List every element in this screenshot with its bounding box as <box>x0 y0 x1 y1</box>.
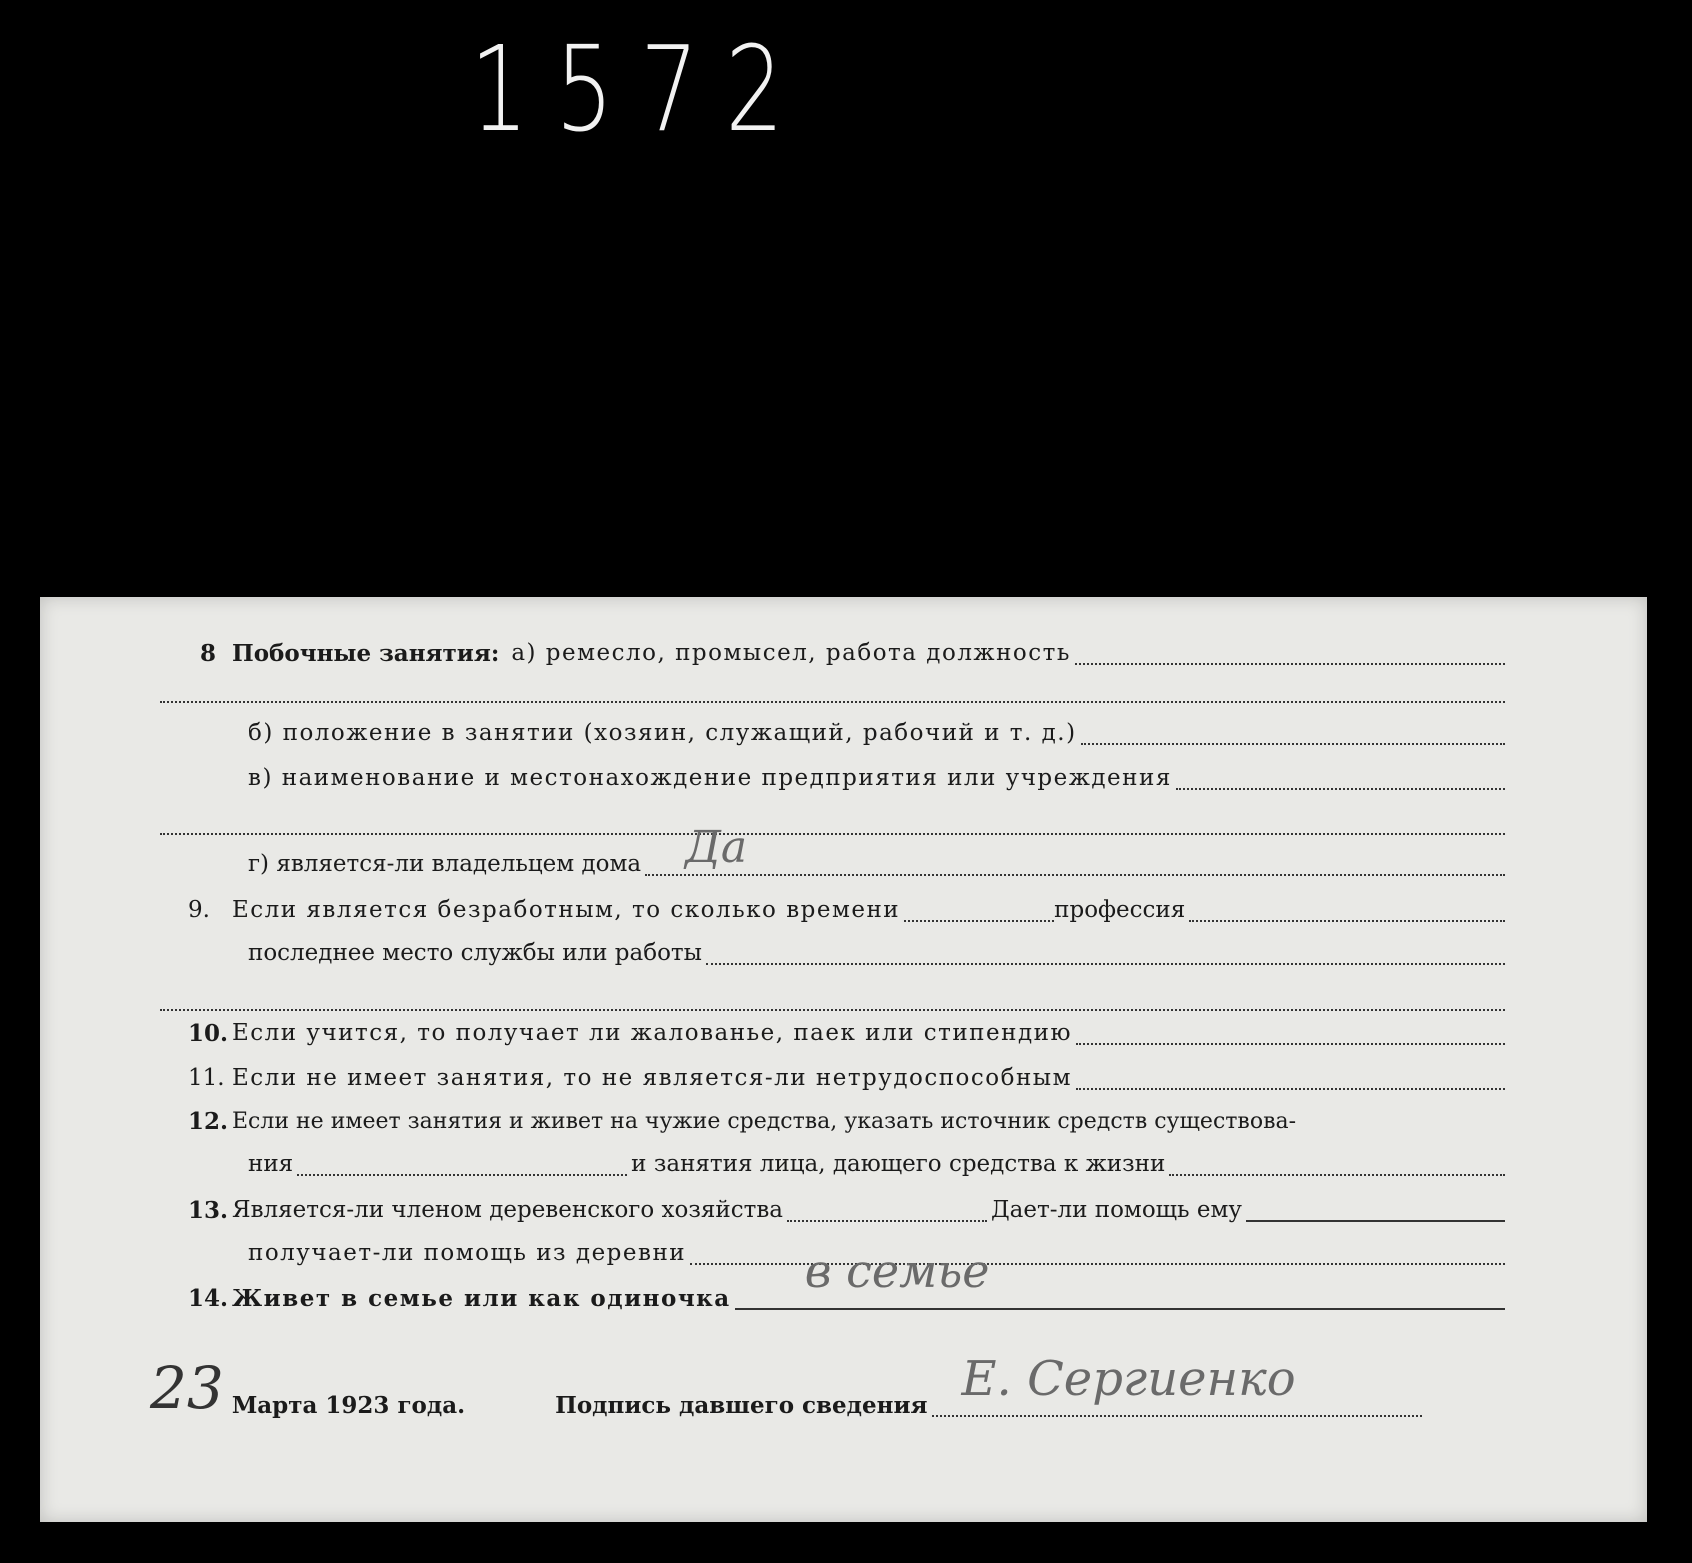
questionnaire-card <box>40 597 1647 1522</box>
q8-row <box>200 642 1505 665</box>
q9-label: Если является безработным, то сколько времени <box>232 897 901 923</box>
q8v-field[interactable] <box>1176 770 1505 790</box>
signature-handwritten: Е. Сергиенко <box>961 1351 1296 1407</box>
q10-label: Если учится, то получает ли жалованье, паек или стипендию <box>232 1020 1072 1046</box>
q13-member-field[interactable] <box>787 1202 987 1222</box>
q8b-field[interactable] <box>1081 725 1505 745</box>
q8-title: Побочные занятия: <box>232 640 500 667</box>
q12-row <box>188 1110 1505 1133</box>
q14-handwritten-answer: в семье <box>804 1244 990 1298</box>
q9-extra-line[interactable] <box>160 1009 1505 1011</box>
q13-row <box>188 1199 1505 1222</box>
q10-field[interactable] <box>1076 1025 1505 1045</box>
q10-row <box>188 1022 1505 1045</box>
q12-occupation-label: и занятия лица, дающего средства к жизни <box>631 1151 1166 1177</box>
date-day-handwritten: 23 <box>150 1354 224 1422</box>
q12-label: Если не имеет занятия и живет на чужие средства, указать источник средств существова- <box>232 1109 1297 1134</box>
q8a-field[interactable] <box>1075 645 1505 665</box>
q9-profession-label: профессия <box>1054 897 1186 923</box>
q13-gives-help-label: Дает-ли помощь ему <box>990 1197 1242 1223</box>
q8g-row <box>248 822 1505 877</box>
q14-number: 14. <box>188 1285 229 1312</box>
q8g-label: г) является-ли владельцем дома <box>248 851 642 877</box>
q8b-row <box>248 722 1505 745</box>
q12-source-field[interactable] <box>297 1156 627 1176</box>
q10-number: 10. <box>188 1020 229 1047</box>
q11-number: 11. <box>188 1065 225 1091</box>
q8-number: 8 <box>200 640 217 667</box>
q9-last-place-label: последнее место службы или работы <box>248 940 702 966</box>
q8g-handwritten-answer: Да <box>685 822 748 873</box>
q11-label: Если не имеет занятия, то не является-ли нетрудоспособным <box>232 1065 1072 1091</box>
q12-cont-label: ния <box>248 1151 294 1177</box>
q8g-field[interactable] <box>645 822 1505 876</box>
q14-label: Живет в семье или как одиночка <box>232 1285 731 1312</box>
signature-field[interactable] <box>932 1351 1422 1417</box>
q12-number: 12. <box>188 1108 229 1135</box>
q8a-label: а) ремесло, промысел, работа должность <box>511 640 1071 666</box>
date-text: Марта 1923 года. <box>231 1392 466 1419</box>
q13-label: Является-ли членом деревенского хозяйства <box>232 1197 783 1223</box>
q11-field[interactable] <box>1076 1070 1505 1090</box>
q12-cont-row <box>248 1153 1505 1176</box>
q8v-label: в) наименование и местонахождение предприятия или учреждения <box>248 765 1172 791</box>
footer-row <box>150 1337 1570 1422</box>
q13-receives-help-label: получает-ли помощь из деревни <box>248 1240 687 1266</box>
q11-row <box>188 1067 1505 1090</box>
q12-occupation-field[interactable] <box>1169 1156 1505 1176</box>
q9-last-place-row <box>248 942 1505 965</box>
q9-profession-field[interactable] <box>1189 902 1505 922</box>
q9-duration-field[interactable] <box>904 902 1054 922</box>
frame-number: 1572 <box>470 20 811 158</box>
signature-label: Подпись давшего сведения <box>555 1392 928 1419</box>
q8a-extra-line[interactable] <box>160 701 1505 703</box>
q8v-row <box>248 767 1505 790</box>
q14-field[interactable] <box>735 1244 1505 1310</box>
q13-number: 13. <box>188 1197 229 1224</box>
q8v-extra-line[interactable] <box>160 833 1505 835</box>
q9-last-place-field[interactable] <box>706 945 1505 965</box>
q9-number: 9. <box>188 897 210 923</box>
q8b-label: б) положение в занятии (хозяин, служащий, рабочий и т. д.) <box>248 720 1077 746</box>
q13-gives-help-field[interactable] <box>1246 1202 1505 1222</box>
q9-row <box>188 899 1505 922</box>
